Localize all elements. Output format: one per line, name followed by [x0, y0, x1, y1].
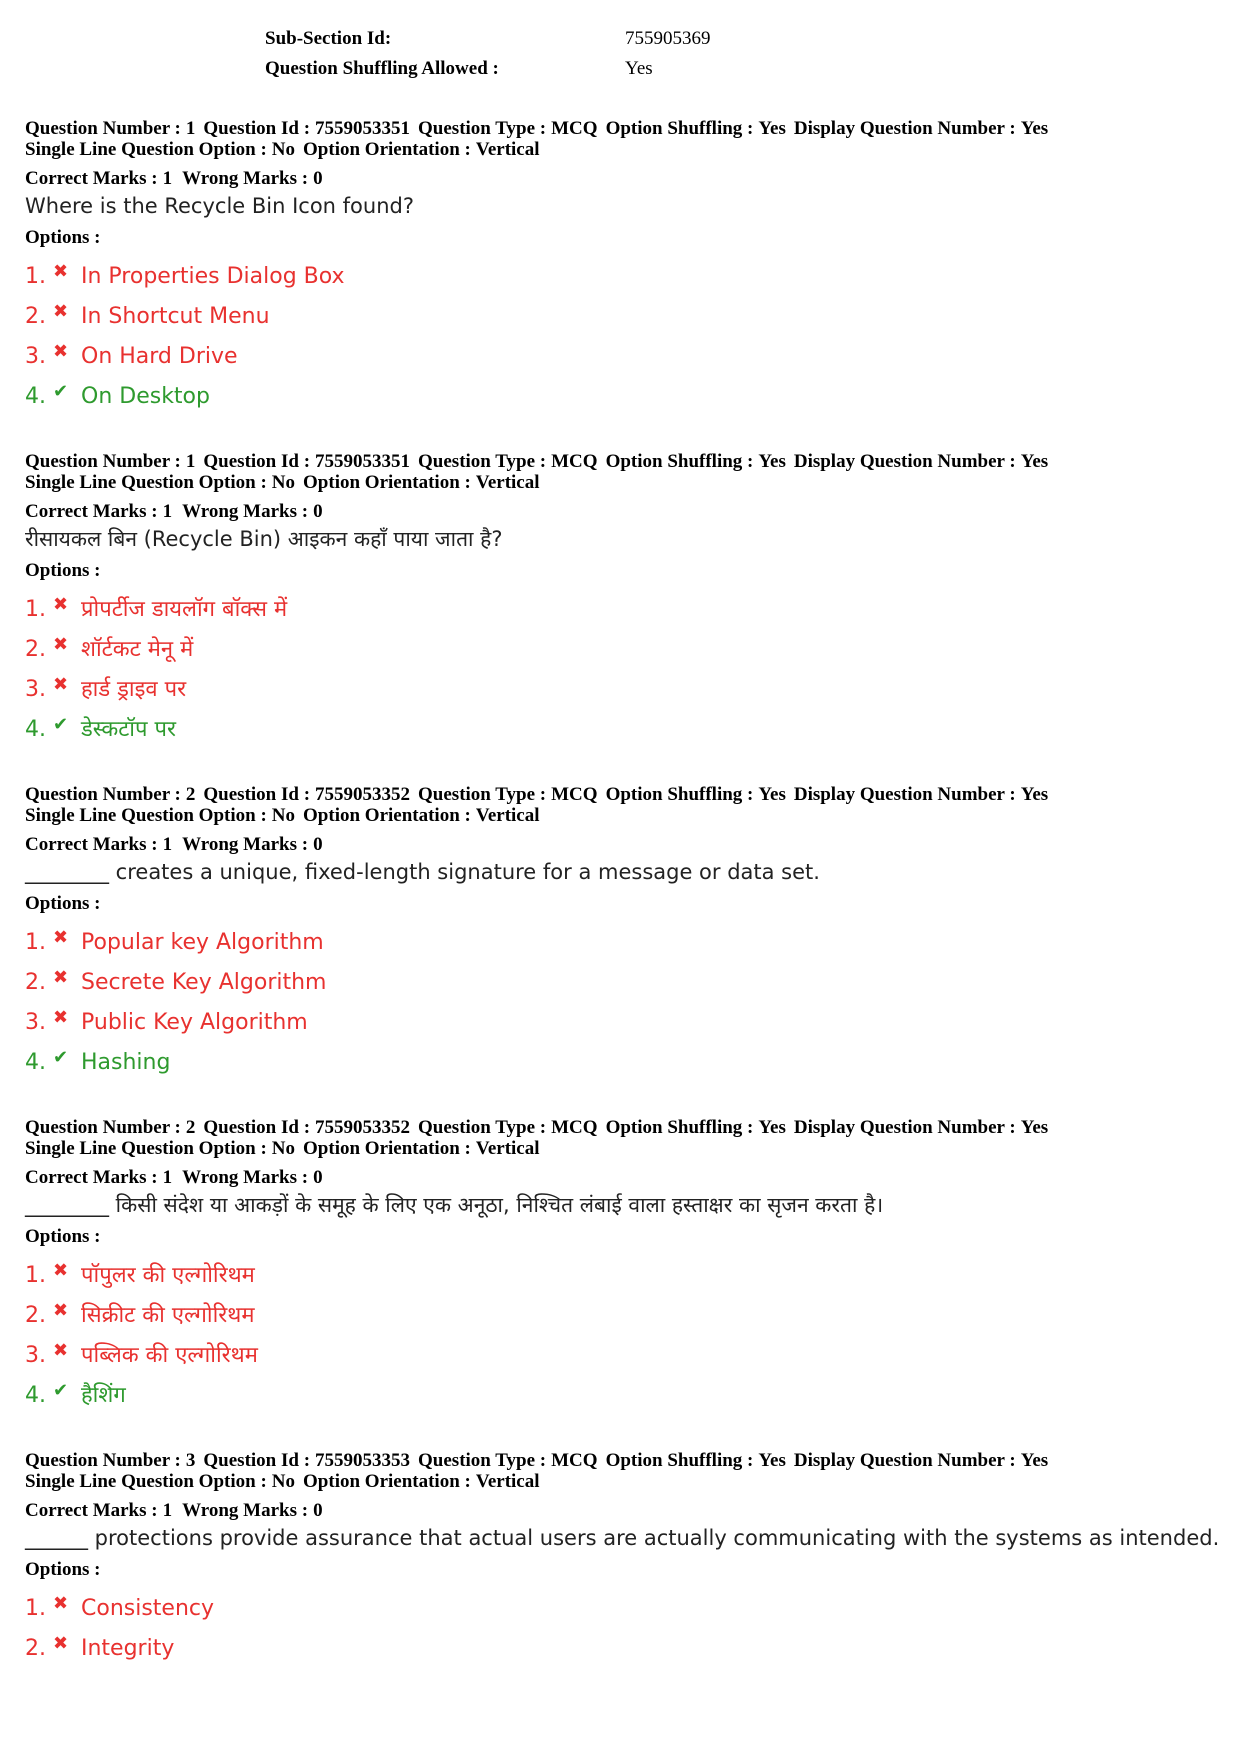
question-id — [203, 118, 410, 139]
cross-icon: ✖ — [53, 967, 69, 988]
question-number-value: 3 — [185, 1450, 196, 1471]
question-type — [418, 451, 598, 472]
option-number: 3. — [25, 1343, 46, 1368]
option-shuffling-value: Yes — [758, 784, 786, 805]
display-question-number — [794, 1117, 1048, 1138]
option-number: 4. — [25, 1050, 46, 1075]
question-id-label: Question Id : — [203, 1117, 311, 1138]
question-meta-line-2 — [25, 1138, 1225, 1159]
question-number — [25, 1450, 195, 1471]
sub-section-id-row — [265, 26, 711, 56]
option-shuffling-value: Yes — [758, 1117, 786, 1138]
single-line-option-value: No — [271, 1471, 296, 1492]
question-meta-line-2 — [25, 1471, 1225, 1492]
wrong-marks — [182, 168, 322, 189]
display-question-number-label: Display Question Number : — [793, 118, 1016, 139]
option-text: Popular key Algorithm — [81, 930, 324, 955]
option-number: 2. — [25, 637, 46, 662]
wrong-marks — [182, 1167, 322, 1188]
options-list — [25, 1587, 1225, 1667]
option-shuffling-label: Option Shuffling : — [605, 1117, 754, 1138]
correct-marks — [25, 834, 172, 855]
marks-line — [25, 1167, 1225, 1188]
question-meta-line-1 — [25, 784, 1225, 805]
option-item — [25, 668, 1225, 708]
option-text: प्रोपर्टीज डायलॉग बॉक्स में — [81, 597, 288, 622]
question-text: रीसायकल बिन (Recycle Bin) आइकन कहाँ पाया जाता है? — [25, 527, 503, 551]
question-type-value: MCQ — [551, 784, 598, 805]
question-block — [25, 451, 1225, 748]
option-shuffling-label: Option Shuffling : — [605, 118, 754, 139]
question-meta-line-1 — [25, 1117, 1225, 1138]
marks-line — [25, 501, 1225, 522]
option-number: 2. — [25, 304, 46, 329]
option-item — [25, 1334, 1225, 1374]
option-number: 3. — [25, 1010, 46, 1035]
cross-icon: ✖ — [53, 301, 69, 322]
question-shuffling-label: Question Shuffling Allowed : — [265, 58, 499, 79]
question-meta-line-1 — [25, 451, 1225, 472]
correct-marks-label: Correct Marks : — [25, 1167, 158, 1188]
option-text: शॉर्टकट मेनू में — [81, 637, 194, 662]
question-type — [418, 784, 598, 805]
question-block — [25, 784, 1225, 1081]
correct-marks-label: Correct Marks : — [25, 1500, 158, 1521]
option-orientation-value: Vertical — [475, 472, 540, 493]
question-number — [25, 451, 195, 472]
question-number — [25, 784, 195, 805]
option-item — [25, 1374, 1225, 1414]
single-line-option — [25, 805, 295, 826]
option-number: 4. — [25, 1383, 46, 1408]
marks-line — [25, 834, 1225, 855]
question-text: Where is the Recycle Bin Icon found? — [25, 194, 415, 218]
options-list — [25, 1254, 1225, 1414]
question-block — [25, 1450, 1225, 1667]
sub-section-id-label: Sub-Section Id: — [265, 28, 392, 49]
cross-icon: ✖ — [53, 1300, 69, 1321]
option-item — [25, 255, 1225, 295]
display-question-number — [794, 451, 1048, 472]
option-item — [25, 1294, 1225, 1334]
option-item — [25, 628, 1225, 668]
single-line-option-label: Single Line Question Option : — [25, 472, 267, 493]
cross-icon: ✖ — [53, 1593, 69, 1614]
option-text: सिक्रीट की एल्गोरिथम — [81, 1303, 255, 1328]
display-question-number — [794, 1450, 1048, 1471]
option-orientation-label: Option Orientation : — [303, 1138, 471, 1159]
correct-marks — [25, 168, 172, 189]
sub-section-header — [265, 26, 711, 86]
option-shuffling-label: Option Shuffling : — [605, 451, 754, 472]
single-line-option-value: No — [271, 805, 296, 826]
display-question-number-label: Display Question Number : — [793, 451, 1016, 472]
question-type — [418, 1450, 598, 1471]
question-number-value: 1 — [185, 451, 196, 472]
single-line-option-label: Single Line Question Option : — [25, 1138, 267, 1159]
single-line-option-label: Single Line Question Option : — [25, 139, 267, 160]
wrong-marks-label: Wrong Marks : — [182, 168, 309, 189]
question-id — [203, 784, 410, 805]
option-number: 3. — [25, 677, 46, 702]
question-type — [418, 118, 598, 139]
question-type-label: Question Type : — [418, 784, 547, 805]
options-label: Options : — [25, 560, 101, 581]
option-number: 1. — [25, 930, 46, 955]
question-id-label: Question Id : — [203, 1450, 311, 1471]
option-orientation — [303, 1138, 540, 1159]
wrong-marks-label: Wrong Marks : — [182, 1500, 309, 1521]
question-meta-line-2 — [25, 472, 1225, 493]
question-number-label: Question Number : — [25, 451, 181, 472]
marks-line — [25, 1500, 1225, 1521]
correct-marks-value: 1 — [162, 1500, 173, 1521]
cross-icon: ✖ — [53, 594, 69, 615]
question-id — [203, 451, 410, 472]
cross-icon: ✖ — [53, 1633, 69, 1654]
wrong-marks-value: 0 — [313, 168, 323, 189]
check-icon: ✔ — [53, 714, 69, 735]
question-meta-line-1 — [25, 118, 1225, 139]
question-id — [203, 1450, 410, 1471]
wrong-marks-value: 0 — [313, 501, 323, 522]
option-number: 1. — [25, 597, 46, 622]
option-number: 1. — [25, 1263, 46, 1288]
option-orientation-label: Option Orientation : — [303, 1471, 471, 1492]
single-line-option-label: Single Line Question Option : — [25, 1471, 267, 1492]
option-item — [25, 1627, 1225, 1667]
option-text: Integrity — [81, 1636, 175, 1661]
question-id — [203, 1117, 410, 1138]
option-item — [25, 375, 1225, 415]
question-id-value: 7559053353 — [315, 1450, 411, 1471]
option-shuffling — [606, 1450, 786, 1471]
question-number-value: 1 — [185, 118, 196, 139]
option-item — [25, 708, 1225, 748]
question-text: ______ protections provide assurance that actual users are actually communicating with the systems as intended. — [25, 1526, 1220, 1550]
wrong-marks — [182, 834, 322, 855]
option-text: पब्लिक की एल्गोरिथम — [81, 1343, 258, 1368]
option-number: 1. — [25, 264, 46, 289]
check-icon: ✔ — [53, 381, 69, 402]
display-question-number-value: Yes — [1020, 1450, 1049, 1471]
wrong-marks — [182, 501, 322, 522]
wrong-marks-label: Wrong Marks : — [182, 501, 309, 522]
option-item — [25, 1001, 1225, 1041]
option-text: Secrete Key Algorithm — [81, 970, 327, 995]
correct-marks-value: 1 — [162, 501, 173, 522]
option-shuffling — [606, 451, 786, 472]
option-text: On Hard Drive — [81, 344, 238, 369]
wrong-marks-value: 0 — [313, 834, 323, 855]
question-number-value: 2 — [185, 784, 196, 805]
question-id-value: 7559053352 — [315, 1117, 411, 1138]
option-number: 2. — [25, 1303, 46, 1328]
marks-line — [25, 168, 1225, 189]
question-id-value: 7559053351 — [315, 118, 411, 139]
option-number: 3. — [25, 344, 46, 369]
single-line-option — [25, 1471, 295, 1492]
cross-icon: ✖ — [53, 634, 69, 655]
single-line-option-value: No — [271, 1138, 296, 1159]
option-orientation — [303, 1471, 540, 1492]
option-orientation-label: Option Orientation : — [303, 805, 471, 826]
option-number: 2. — [25, 1636, 46, 1661]
cross-icon: ✖ — [53, 674, 69, 695]
question-id-label: Question Id : — [203, 784, 311, 805]
question-type-label: Question Type : — [418, 118, 547, 139]
display-question-number — [794, 784, 1048, 805]
question-text: ________ creates a unique, fixed-length signature for a message or data set. — [25, 860, 820, 884]
option-shuffling-value: Yes — [758, 1450, 786, 1471]
option-number: 2. — [25, 970, 46, 995]
question-id-label: Question Id : — [203, 118, 311, 139]
option-shuffling — [606, 1117, 786, 1138]
check-icon: ✔ — [53, 1380, 69, 1401]
option-number: 1. — [25, 1596, 46, 1621]
question-type-label: Question Type : — [418, 1117, 547, 1138]
question-number — [25, 118, 195, 139]
option-orientation-label: Option Orientation : — [303, 472, 471, 493]
option-item — [25, 961, 1225, 1001]
option-number: 4. — [25, 384, 46, 409]
question-number-value: 2 — [185, 1117, 196, 1138]
option-orientation-value: Vertical — [475, 139, 540, 160]
question-type-label: Question Type : — [418, 1450, 547, 1471]
question-number — [25, 1117, 195, 1138]
cross-icon: ✖ — [53, 927, 69, 948]
question-meta-line-2 — [25, 139, 1225, 160]
cross-icon: ✖ — [53, 1007, 69, 1028]
correct-marks-label: Correct Marks : — [25, 501, 158, 522]
cross-icon: ✖ — [53, 1340, 69, 1361]
option-orientation-label: Option Orientation : — [303, 139, 471, 160]
option-text: In Shortcut Menu — [81, 304, 270, 329]
option-shuffling-value: Yes — [758, 451, 786, 472]
option-orientation — [303, 139, 540, 160]
option-orientation-value: Vertical — [475, 1471, 540, 1492]
option-item — [25, 1587, 1225, 1627]
correct-marks-value: 1 — [162, 168, 173, 189]
single-line-option-value: No — [271, 139, 296, 160]
question-number-label: Question Number : — [25, 1450, 181, 1471]
correct-marks — [25, 1167, 172, 1188]
option-text: Consistency — [81, 1596, 215, 1621]
option-item — [25, 295, 1225, 335]
options-label: Options : — [25, 227, 101, 248]
question-type — [418, 1117, 598, 1138]
correct-marks-value: 1 — [162, 834, 173, 855]
option-shuffling-label: Option Shuffling : — [605, 784, 754, 805]
option-text: डेस्कटॉप पर — [81, 717, 176, 742]
sub-section-id-value: 755905369 — [625, 28, 711, 49]
display-question-number-label: Display Question Number : — [793, 784, 1016, 805]
option-orientation-value: Vertical — [475, 1138, 540, 1159]
single-line-option-value: No — [271, 472, 296, 493]
wrong-marks-label: Wrong Marks : — [182, 1167, 309, 1188]
option-item — [25, 588, 1225, 628]
cross-icon: ✖ — [53, 1260, 69, 1281]
question-number-label: Question Number : — [25, 1117, 181, 1138]
correct-marks — [25, 1500, 172, 1521]
cross-icon: ✖ — [53, 341, 69, 362]
question-id-value: 7559053351 — [315, 451, 411, 472]
display-question-number-value: Yes — [1020, 1117, 1049, 1138]
option-shuffling-label: Option Shuffling : — [605, 1450, 754, 1471]
option-number: 4. — [25, 717, 46, 742]
option-text: Public Key Algorithm — [81, 1010, 308, 1035]
single-line-option — [25, 1138, 295, 1159]
check-icon: ✔ — [53, 1047, 69, 1068]
cross-icon: ✖ — [53, 261, 69, 282]
question-type-value: MCQ — [551, 118, 598, 139]
question-type-value: MCQ — [551, 1450, 598, 1471]
option-orientation — [303, 472, 540, 493]
question-meta-line-1 — [25, 1450, 1225, 1471]
option-orientation — [303, 805, 540, 826]
option-text: पॉपुलर की एल्गोरिथम — [81, 1263, 255, 1288]
option-text: हैशिंग — [81, 1383, 126, 1408]
option-shuffling-value: Yes — [758, 118, 786, 139]
wrong-marks-value: 0 — [313, 1500, 323, 1521]
wrong-marks-value: 0 — [313, 1167, 323, 1188]
option-item — [25, 1041, 1225, 1081]
options-label: Options : — [25, 893, 101, 914]
display-question-number-label: Display Question Number : — [793, 1117, 1016, 1138]
question-meta-line-2 — [25, 805, 1225, 826]
correct-marks-label: Correct Marks : — [25, 834, 158, 855]
question-id-label: Question Id : — [203, 451, 311, 472]
question-block — [25, 1117, 1225, 1414]
question-type-label: Question Type : — [418, 451, 547, 472]
question-text: ________ किसी संदेश या आकड़ों के समूह के लिए एक अनूठा, निश्चित लंबाई वाला हस्ताक्षर का सृजन करता है। — [25, 1193, 884, 1217]
question-id-value: 7559053352 — [315, 784, 411, 805]
options-list — [25, 255, 1225, 415]
display-question-number-label: Display Question Number : — [793, 1450, 1016, 1471]
option-item — [25, 1254, 1225, 1294]
single-line-option — [25, 139, 295, 160]
single-line-option-label: Single Line Question Option : — [25, 805, 267, 826]
single-line-option — [25, 472, 295, 493]
options-list — [25, 588, 1225, 748]
question-number-label: Question Number : — [25, 784, 181, 805]
option-orientation-value: Vertical — [475, 805, 540, 826]
wrong-marks — [182, 1500, 322, 1521]
option-text: On Desktop — [81, 384, 210, 409]
display-question-number-value: Yes — [1020, 451, 1049, 472]
question-shuffling-value: Yes — [625, 58, 653, 79]
option-shuffling — [606, 784, 786, 805]
correct-marks — [25, 501, 172, 522]
display-question-number-value: Yes — [1020, 784, 1049, 805]
option-text: In Properties Dialog Box — [81, 264, 345, 289]
question-block — [25, 118, 1225, 415]
correct-marks-label: Correct Marks : — [25, 168, 158, 189]
option-item — [25, 335, 1225, 375]
options-label: Options : — [25, 1226, 101, 1247]
options-list — [25, 921, 1225, 1081]
question-type-value: MCQ — [551, 451, 598, 472]
correct-marks-value: 1 — [162, 1167, 173, 1188]
wrong-marks-label: Wrong Marks : — [182, 834, 309, 855]
question-type-value: MCQ — [551, 1117, 598, 1138]
option-text: हार्ड ड्राइव पर — [81, 677, 187, 702]
display-question-number — [794, 118, 1048, 139]
options-label: Options : — [25, 1559, 101, 1580]
option-item — [25, 921, 1225, 961]
display-question-number-value: Yes — [1020, 118, 1049, 139]
option-text: Hashing — [81, 1050, 171, 1075]
option-shuffling — [606, 118, 786, 139]
question-number-label: Question Number : — [25, 118, 181, 139]
question-shuffling-row — [265, 56, 711, 86]
